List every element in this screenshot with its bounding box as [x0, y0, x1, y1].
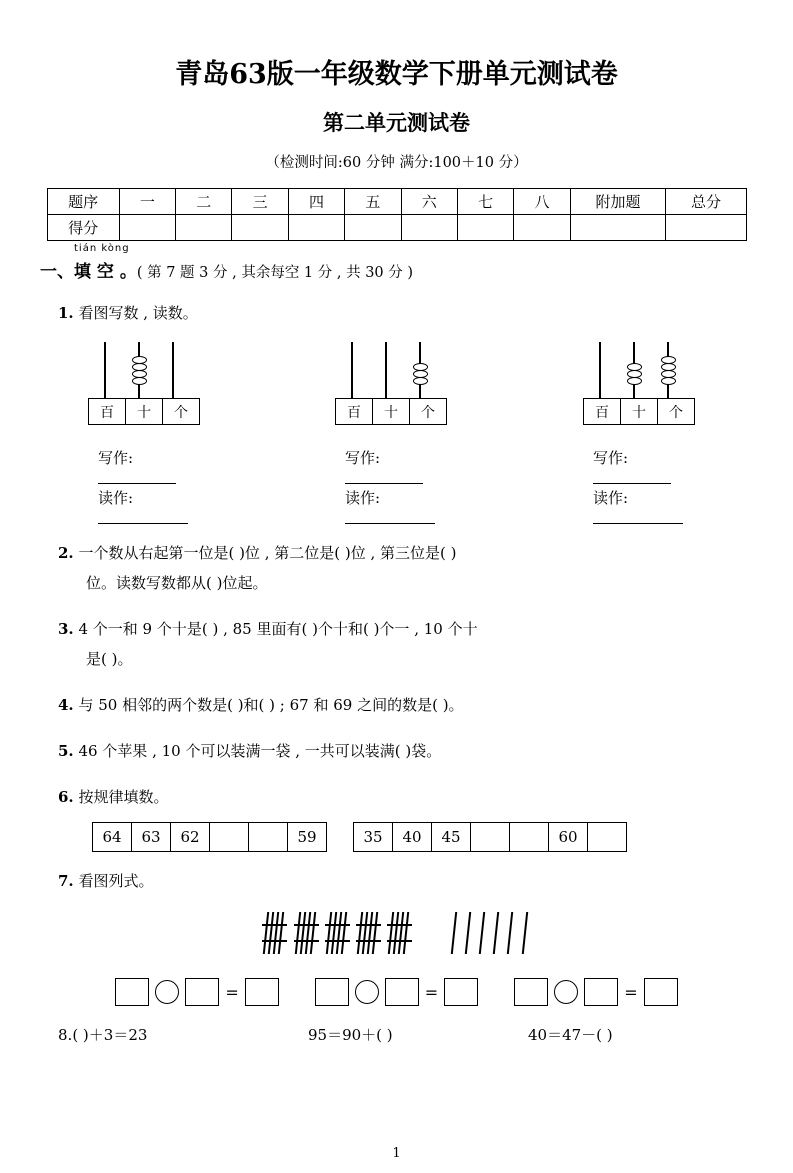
q8-expression-1: ( )＋3＝23	[72, 1026, 148, 1044]
answer-box[interactable]	[644, 978, 678, 1006]
question-5	[58, 736, 748, 766]
write-answer-line[interactable]	[345, 447, 447, 488]
question-4	[58, 690, 748, 720]
exam-info: （检测时间:60 分钟 满分:100＋10 分）	[265, 155, 528, 171]
answer-box[interactable]	[315, 978, 349, 1006]
place-cell: 个	[658, 399, 695, 425]
equals-sign: =	[424, 982, 439, 1002]
place-value-table	[583, 398, 695, 425]
score-value-cell: 得分	[47, 215, 119, 241]
section-heading	[40, 243, 793, 282]
score-header-cell: 二	[176, 189, 232, 215]
q8-item-1	[58, 1024, 308, 1045]
score-value-cell[interactable]	[232, 215, 288, 241]
read-label: 读作:	[98, 489, 134, 507]
stick-bundle-icon	[295, 912, 318, 954]
question-number: 4.	[58, 696, 74, 714]
page-number: 1	[392, 1146, 401, 1161]
question-text-line2: 位。读数写数都从( )位起。	[86, 574, 268, 592]
score-header-cell: 六	[401, 189, 457, 215]
question-number: 6.	[58, 788, 74, 806]
score-header-cell: 一	[119, 189, 175, 215]
pattern-cell[interactable]: 64	[93, 823, 132, 852]
operator-circle[interactable]	[355, 980, 379, 1004]
answer-box[interactable]	[584, 978, 618, 1006]
question-text: 看图写数 , 读数。	[78, 304, 198, 322]
equals-sign: =	[624, 982, 638, 1002]
read-label: 读作:	[593, 489, 629, 507]
table-row	[89, 399, 200, 425]
place-cell: 个	[163, 399, 200, 425]
answer-box[interactable]	[385, 978, 419, 1006]
question-8	[58, 1024, 748, 1045]
score-header-cell: 总分	[666, 189, 746, 215]
answer-box[interactable]	[185, 978, 219, 1006]
read-answer-line[interactable]	[593, 487, 695, 528]
equation-3	[514, 978, 677, 1006]
table-row	[93, 823, 327, 852]
pattern-cell[interactable]	[471, 823, 510, 852]
question-number: 2.	[58, 544, 74, 562]
pattern-table-1	[92, 822, 327, 852]
score-value-cell[interactable]	[176, 215, 232, 241]
sticks-illustration	[0, 912, 793, 964]
question-number: 5.	[58, 742, 74, 760]
page-title: 青岛63版一年级数学下册单元测试卷	[175, 59, 618, 90]
score-value-cell[interactable]	[119, 215, 175, 241]
stick-bundle-icon	[357, 912, 380, 954]
question-6	[58, 782, 748, 812]
operator-circle[interactable]	[554, 980, 578, 1004]
single-stick-icon	[506, 912, 515, 954]
table-row	[336, 399, 447, 425]
question-text: 与 50 相邻的两个数是( )和( ) ; 67 和 69 之间的数是( )。	[78, 696, 464, 714]
score-value-cell[interactable]	[570, 215, 666, 241]
operator-circle[interactable]	[155, 980, 179, 1004]
stick-bundle-icon	[388, 912, 411, 954]
equation-boxes-row	[0, 978, 793, 1006]
place-cell: 百	[89, 399, 126, 425]
question-text: 一个数从右起第一位是( )位 , 第二位是( )位 , 第三位是( )	[78, 544, 457, 562]
question-2	[58, 538, 748, 598]
question-number: 1.	[58, 304, 74, 322]
abacus-rods	[335, 342, 445, 398]
score-value-cell[interactable]	[345, 215, 401, 241]
pattern-cell[interactable]	[510, 823, 549, 852]
question-number: 3.	[58, 620, 74, 638]
question-3	[58, 614, 748, 674]
table-row	[47, 189, 746, 215]
write-label: 写作:	[98, 449, 134, 467]
answer-box[interactable]	[514, 978, 548, 1006]
place-cell: 百	[336, 399, 373, 425]
table-row	[584, 399, 695, 425]
pinyin-annotation: tián kòng	[74, 243, 130, 254]
score-value-cell[interactable]	[288, 215, 344, 241]
pattern-cell[interactable]: 35	[354, 823, 393, 852]
place-cell: 百	[584, 399, 621, 425]
score-header-cell: 五	[345, 189, 401, 215]
question-number: 7.	[58, 872, 74, 890]
score-value-cell[interactable]	[401, 215, 457, 241]
abacus-rods	[583, 342, 693, 398]
pattern-cell[interactable]: 40	[393, 823, 432, 852]
q8-expression-2: 95＝90＋( )	[308, 1026, 393, 1044]
stick-bundle-icon	[263, 912, 286, 954]
pattern-cell[interactable]: 63	[132, 823, 171, 852]
single-stick-icon	[464, 912, 473, 954]
abacus-1	[88, 342, 200, 507]
write-label: 写作:	[345, 449, 381, 467]
score-header-cell: 附加题	[570, 189, 666, 215]
abacus-3	[583, 342, 695, 507]
page-subtitle: 第二单元测试卷	[323, 110, 470, 135]
question-text: 4 个一和 9 个十是( ) , 85 里面有( )个十和( )个一 , 10 个十	[78, 620, 478, 638]
write-answer-line[interactable]	[593, 447, 695, 488]
equation-2	[315, 978, 478, 1006]
score-header-cell: 八	[514, 189, 570, 215]
question-7	[58, 866, 748, 896]
question-number: 8.	[58, 1026, 73, 1044]
write-answer-line[interactable]	[98, 447, 200, 488]
place-cell: 个	[410, 399, 447, 425]
pattern-cell[interactable]	[588, 823, 627, 852]
single-stick-icon	[450, 912, 459, 954]
question-1	[58, 298, 748, 328]
single-stick-icon	[521, 912, 530, 954]
abacus-2	[335, 342, 447, 507]
stick-bundle-icon	[326, 912, 349, 954]
score-value-cell[interactable]	[514, 215, 570, 241]
score-header-cell: 三	[232, 189, 288, 215]
place-value-table	[88, 398, 200, 425]
single-stick-icon	[478, 912, 487, 954]
score-table	[47, 188, 747, 241]
score-header-cell: 七	[457, 189, 513, 215]
abacus-illustration-row	[0, 342, 793, 507]
question-text: 46 个苹果 , 10 个可以装满一袋 , 一共可以装满( )袋。	[78, 742, 442, 760]
single-stick-icon	[492, 912, 501, 954]
pattern-cell[interactable]: 45	[432, 823, 471, 852]
worksheet-page	[0, 52, 793, 1173]
pattern-table-2	[353, 822, 627, 852]
pattern-cell[interactable]: 59	[288, 823, 327, 852]
section-label: 一、填 空 。	[40, 262, 137, 282]
write-label: 写作:	[593, 449, 629, 467]
answer-box[interactable]	[115, 978, 149, 1006]
place-cell: 十	[373, 399, 410, 425]
score-value-cell[interactable]	[666, 215, 746, 241]
pattern-cell[interactable]: 60	[549, 823, 588, 852]
score-header-cell: 题序	[47, 189, 119, 215]
pattern-cell[interactable]	[249, 823, 288, 852]
answer-box[interactable]	[444, 978, 478, 1006]
equation-1	[115, 978, 278, 1006]
pattern-cell[interactable]: 62	[171, 823, 210, 852]
table-row	[47, 215, 746, 241]
read-answer-line[interactable]	[345, 487, 447, 528]
read-label: 读作:	[345, 489, 381, 507]
table-row	[354, 823, 627, 852]
answer-box[interactable]	[245, 978, 279, 1006]
question-text: 看图列式。	[78, 872, 154, 890]
question-text: 按规律填数。	[78, 788, 169, 806]
question-text-line2: 是( )。	[86, 650, 133, 668]
place-value-table	[335, 398, 447, 425]
place-cell: 十	[126, 399, 163, 425]
score-header-cell: 四	[288, 189, 344, 215]
pattern-cell[interactable]	[210, 823, 249, 852]
score-value-cell[interactable]	[457, 215, 513, 241]
q8-expression-3: 40＝47－( )	[528, 1026, 613, 1044]
read-answer-line[interactable]	[98, 487, 200, 528]
equals-sign: =	[225, 982, 239, 1002]
section-scoring-note: ( 第 7 题 3 分 , 其余每空 1 分 , 共 30 分 )	[136, 265, 414, 281]
number-pattern-tables	[92, 822, 793, 852]
abacus-rods	[88, 342, 198, 398]
place-cell: 十	[621, 399, 658, 425]
